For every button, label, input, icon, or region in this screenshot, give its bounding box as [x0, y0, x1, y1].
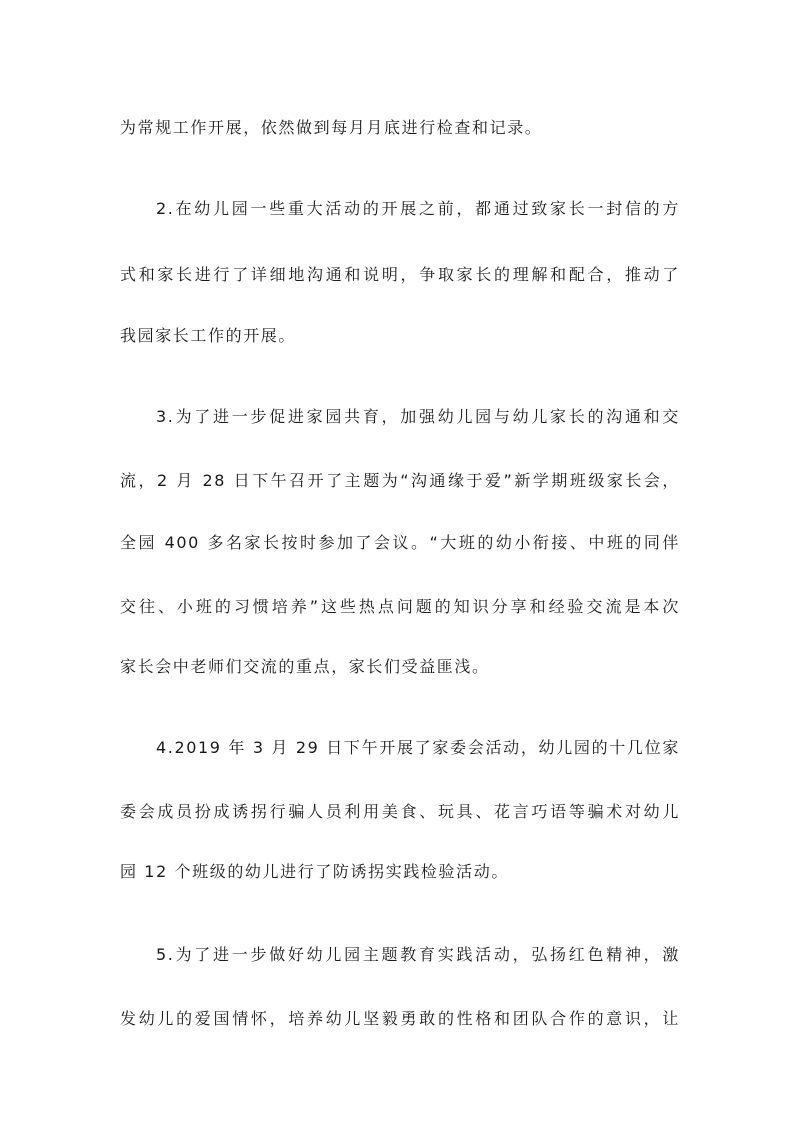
- paragraph-1-line-1: 为常规工作开展，依然做到每月月底进行检查和记录。: [120, 118, 543, 137]
- paragraph-3-line-3: 全园 400 多名家长按时参加了会议。“大班的幼小衔接、中班的同伴: [120, 533, 680, 552]
- paragraph-3-line-5: 家长会中老师们交流的重点，家长们受益匪浅。: [120, 657, 490, 676]
- paragraph-3-line-1: 3.为了进一步促进家园共育，加强幼儿园与幼儿家长的沟通和交: [156, 407, 680, 426]
- paragraph-2-line-2: 式和家长进行了详细地沟通和说明，争取家长的理解和配合，推动了: [120, 265, 680, 284]
- paragraph-5-line-1: 5.为了进一步做好幼儿园主题教育实践活动，弘扬红色精神，激: [156, 945, 680, 964]
- paragraph-4-line-3: 园 12 个班级的幼儿进行了防诱拐实践检验活动。: [120, 862, 509, 881]
- paragraph-4-line-2: 委会成员扮成诱拐行骗人员利用美食、玩具、花言巧语等骗术对幼儿: [120, 802, 680, 821]
- paragraph-2-line-3: 我园家长工作的开展。: [120, 326, 297, 345]
- paragraph-5-line-2: 发幼儿的爱国情怀，培养幼儿坚毅勇敢的性格和团队合作的意识，让: [120, 1009, 680, 1028]
- paragraph-3-line-2: 流，2 月 28 日下午召开了主题为“沟通缘于爱”新学期班级家长会，: [120, 471, 680, 490]
- paragraph-2-line-1: 2.在幼儿园一些重大活动的开展之前，都通过致家长一封信的方: [156, 199, 680, 218]
- paragraph-4-line-1: 4.2019 年 3 月 29 日下午开展了家委会活动，幼儿园的十几位家: [156, 738, 680, 757]
- paragraph-3-line-4: 交往、小班的习惯培养”这些热点问题的知识分享和经验交流是本次: [120, 597, 680, 616]
